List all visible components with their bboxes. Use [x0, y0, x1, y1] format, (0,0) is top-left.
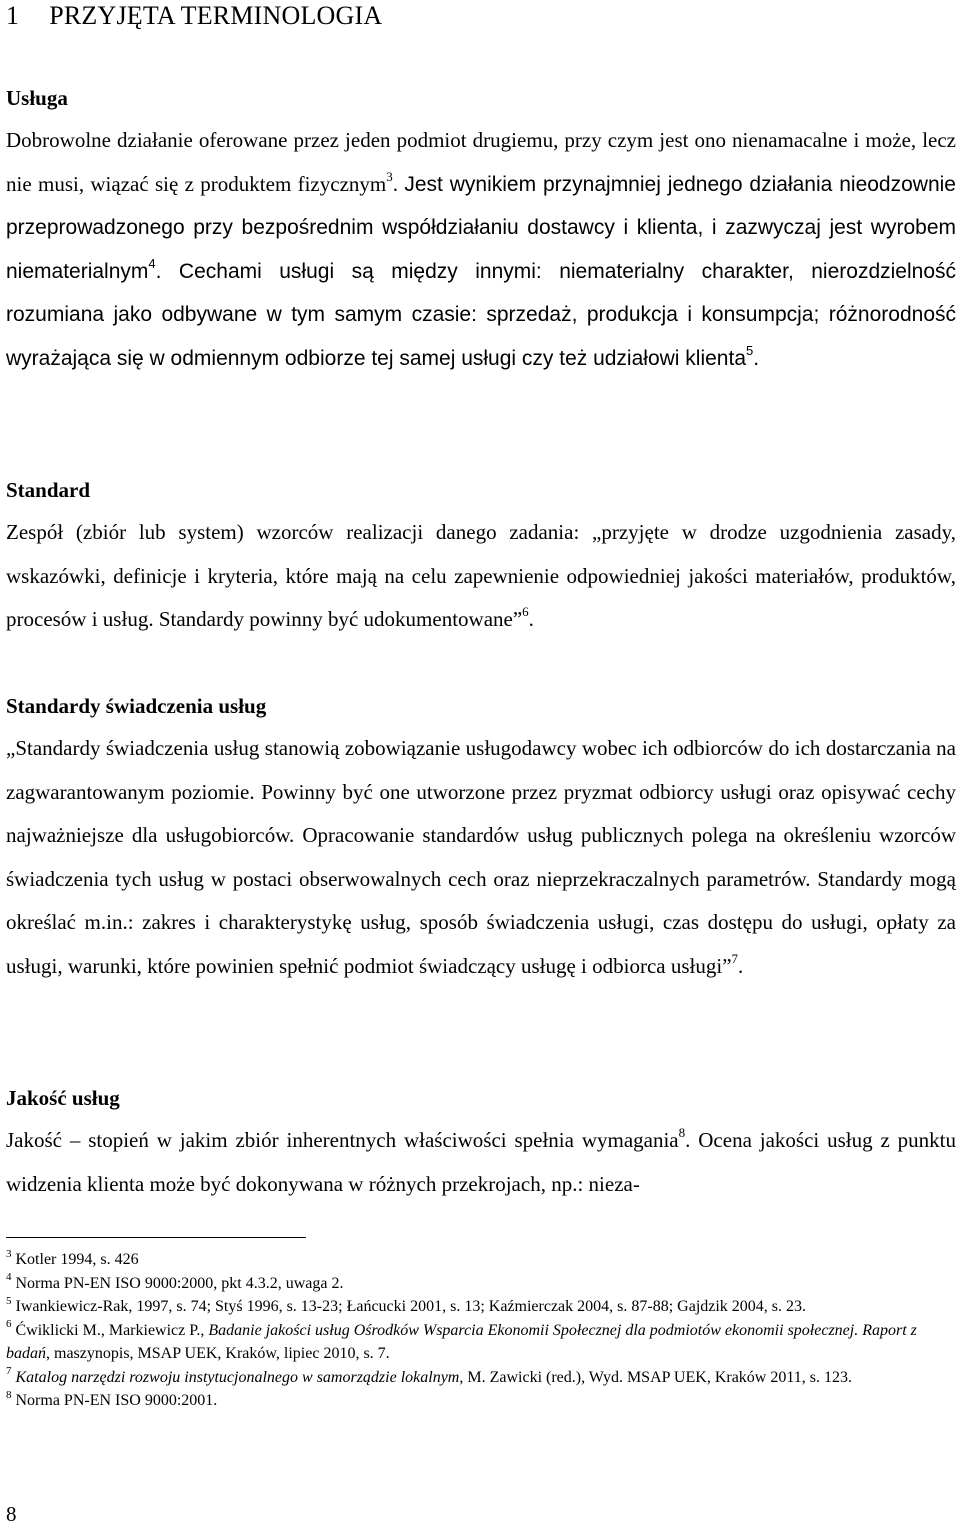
footnotes — [6, 1248, 956, 1413]
footnote-ref-3[interactable]: 3 — [386, 168, 393, 184]
section-title-standard: Standard — [6, 478, 91, 502]
footnote-separator-text: , — [200, 1321, 209, 1339]
standardy-text-2: . — [738, 953, 744, 978]
chapter-heading — [6, 0, 956, 31]
paragraph-jakosc-uslug — [6, 1119, 956, 1206]
footnote-number: 6 — [6, 1318, 12, 1331]
footnote-author: Ćwiklicki M., Markiewicz P. — [11, 1321, 201, 1339]
footnote-7 — [6, 1366, 956, 1390]
footnote-text: Kotler 1994, s. 426 — [11, 1251, 139, 1268]
footnote-separator — [6, 1237, 306, 1238]
section-title-jakosc-uslug: Jakość usług — [6, 1086, 120, 1110]
page-number: 8 — [6, 1502, 17, 1526]
paragraph-standardy-swiadczenia — [6, 727, 956, 988]
jakosc-text-2: . Ocena jakości usług z punktu widzenia klienta może być dokonywana w różnych przekrojach, np.: nieza- — [6, 1128, 956, 1196]
footnote-number: 7 — [6, 1365, 12, 1378]
footnote-text: , M. Zawicki (red.), Wyd. MSAP UEK, Kraków 2011, s. 123. — [459, 1368, 852, 1386]
footnote-3 — [6, 1248, 956, 1272]
section-title-standardy-swiadczenia: Standardy świadczenia usług — [6, 694, 267, 718]
usluga-text-3: Jest wynikiem przynajmniej jednego działania nieodzownie przeprowadzonego przy bezpośrednim współdziałaniu dostawcy i klienta, i zazwyczaj jest wyrobem niematerialnym$^4$. Cechami usługi są między innymi: niematerialny charakter, nierozdzielność rozumiana jako odbywane w tym samym czasie: sprzedaż, produkcja i konsumpcja; różnorodność wyrażająca się w odmiennym odbiorze tej samej usługi czy też udziałowi klienta$^5$. — [6, 172, 956, 370]
footnote-title: Badanie jakości usług Ośrodków Wsparcia Ekonomii Społecznej dla podmiotów ekonomii społecznej. Raport z badań — [6, 1321, 917, 1362]
jakosc-text-1: Jakość – stopień w jakim zbiór inherentnych właściwości spełnia wymagania — [6, 1128, 679, 1152]
footnote-number: 8 — [6, 1388, 12, 1401]
usluga-text-2: . — [392, 171, 405, 196]
footnote-6 — [6, 1319, 956, 1366]
footnote-text: , maszynopis, MSAP UEK, Kraków, lipiec 2010, s. 7. — [46, 1345, 390, 1362]
paragraph-usluga — [6, 119, 956, 380]
footnote-title: Katalog narzędzi rozwoju instytucjonalnego w samorządzie lokalnym — [11, 1368, 460, 1386]
standardy-text-1: „Standardy świadczenia usług stanowią zobowiązanie usługodawcy wobec ich odbiorców do ich dostarczania na zagwarantowanym poziomie. Powinny być one utworzone przez pryzmat odbiorcy usługi oraz opisywać cechy najważniejsze dla usługobiorców. Opracowanie standardów usług publicznych polega na określeniu wzorców świadczenia tych usług w postaci obserwowalnych cech oraz nieprzekraczalnych parametrów. Standardy mogą określać m.in.: zakres i charakterystykę usług, sposób świadczenia usługi, czas dostępu do usługi, opłaty za usługi, warunki, które powinien spełnić podmiot świadczący usługę i odbiorca usługi” — [6, 736, 956, 978]
footnote-8 — [6, 1389, 956, 1413]
footnote-ref-8[interactable]: 8 — [678, 1125, 686, 1140]
document-page — [6, 0, 956, 1409]
footnote-ref-7[interactable]: 7 — [731, 950, 739, 966]
standard-text-2: . — [528, 607, 534, 631]
footnote-text: Norma PN-EN ISO 9000:2001. — [11, 1392, 218, 1409]
paragraph-standard — [6, 511, 956, 642]
usluga-text-1: Dobrowolne działanie oferowane przez jeden podmiot drugiemu, przy czym jest ono nienamacalne i może, lecz nie musi, wiązać się z produktem fizycznym — [6, 128, 956, 196]
section-title-usluga: Usługa — [6, 86, 68, 110]
footnote-4 — [6, 1272, 956, 1296]
chapter-title: PRZYJĘTA TERMINOLOGIA — [49, 1, 383, 30]
standard-text-1: Zespół (zbiór lub system) wzorców realizacji danego zadania: „przyjęte w drodze uzgodnienia zasady, wskazówki, definicje i kryteria, które mają na celu zapewnienie odpowiedniej jakości materiałów, produktów, procesów i usług. Standardy powinny być udokumentowane” — [6, 520, 956, 631]
chapter-number: 1 — [6, 1, 20, 30]
footnote-5 — [6, 1295, 956, 1319]
footnote-text: Norma PN-EN ISO 9000:2000, pkt 4.3.2, uwaga 2. — [11, 1274, 344, 1292]
footnote-text: Iwankiewicz-Rak, 1997, s. 74; Styś 1996, s. 13-23; Łańcucki 2001, s. 13; Kaźmierczak 2004, s. 87-88; Gajdzik 2004, s. 23. — [11, 1298, 807, 1315]
footnote-ref-5[interactable]: 5 — [746, 342, 754, 358]
footnote-number: 4 — [6, 1271, 12, 1284]
footnote-number: 3 — [6, 1247, 12, 1260]
footnote-number: 5 — [6, 1294, 12, 1307]
footnote-ref-4[interactable]: 4 — [148, 255, 156, 271]
footnote-ref-6[interactable]: 6 — [522, 604, 529, 619]
